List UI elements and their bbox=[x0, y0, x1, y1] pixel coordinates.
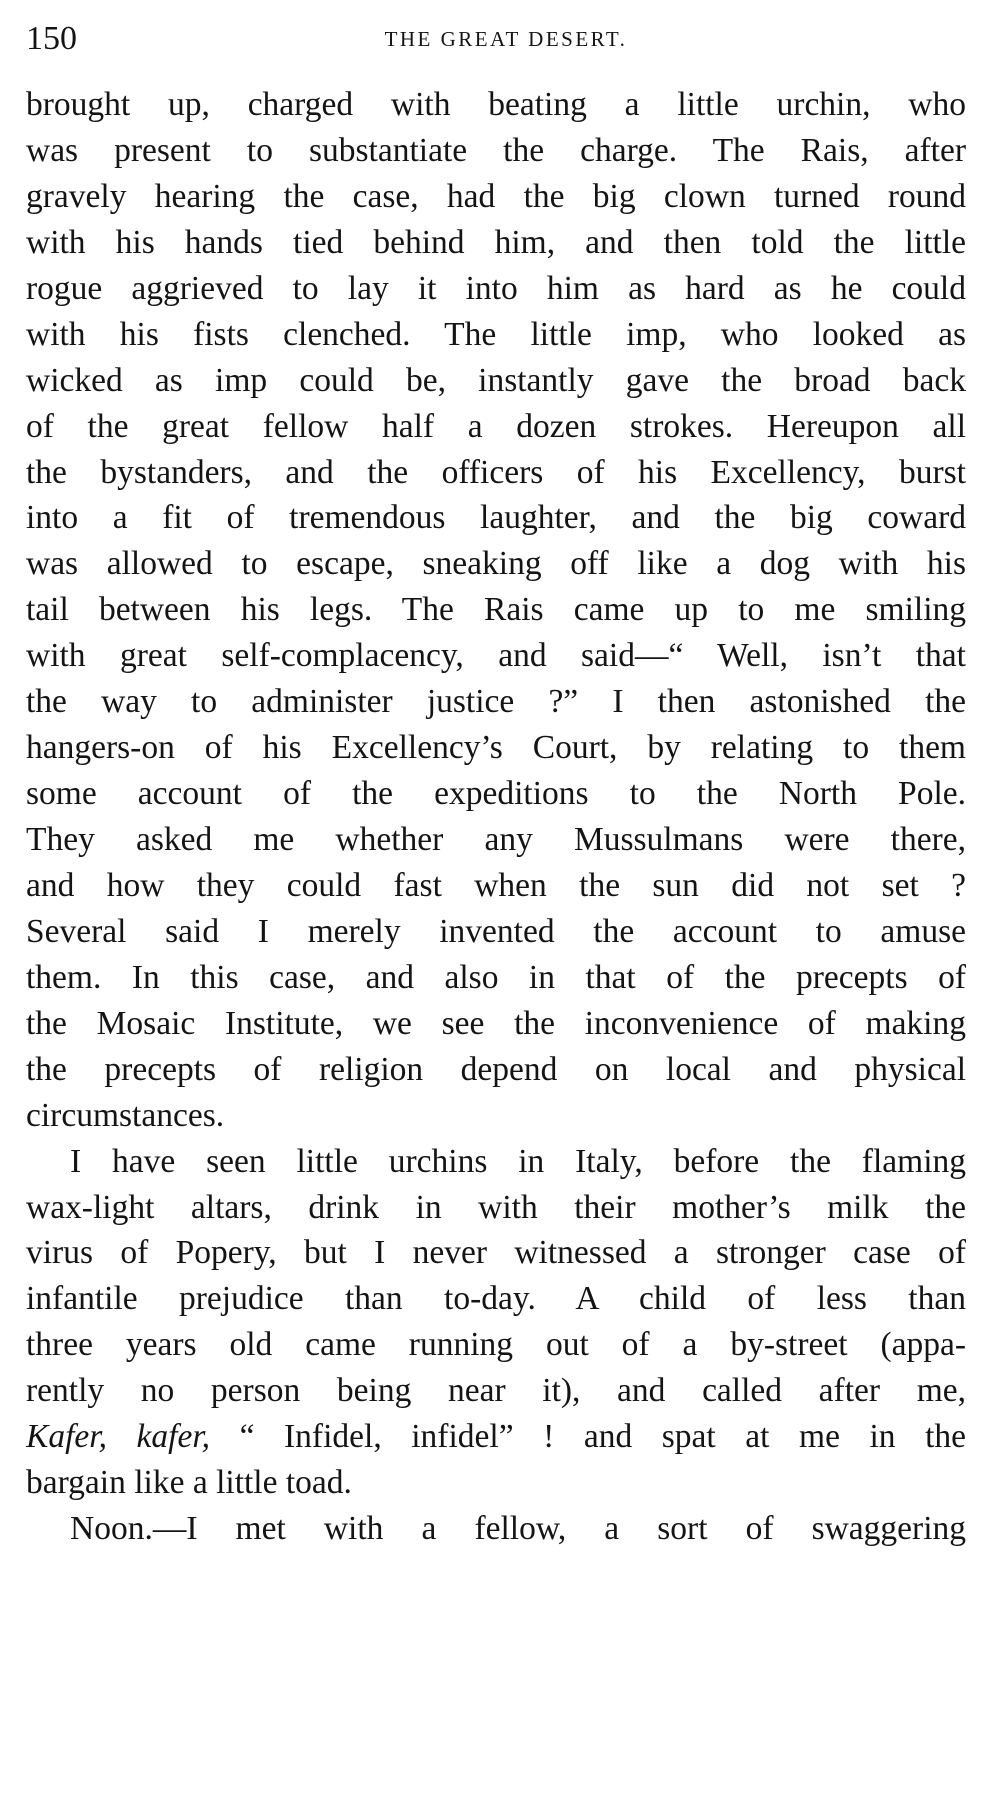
text-line: with his hands tied behind him, and then told the little bbox=[26, 223, 966, 261]
text-line: virus of Popery, but I never witnessed a stronger case of bbox=[26, 1234, 966, 1272]
running-head: THE GREAT DESERT. bbox=[384, 27, 628, 51]
paragraph-start-line: Noon.—I met with a fellow, a sort of swaggering bbox=[70, 1510, 966, 1548]
text-line: They asked me whether any Mussulmans were there, bbox=[26, 821, 966, 858]
text-line: and how they could fast when the sun did not set ? bbox=[26, 866, 966, 904]
text-line: wicked as imp could be, instantly gave the broad back bbox=[26, 361, 966, 399]
text-line: them. In this case, and also in that of the precepts of bbox=[26, 958, 966, 996]
body-text bbox=[26, 82, 966, 1552]
text-line: rently no person being near it), and called after me, bbox=[26, 1372, 966, 1410]
page-number: 150 bbox=[26, 20, 77, 57]
text-line: the way to administer justice ?” I then astonished the bbox=[26, 683, 966, 721]
text-line: into a fit of tremendous laughter, and the big coward bbox=[26, 499, 966, 537]
text-line: was allowed to escape, sneaking off like a dog with his bbox=[26, 545, 966, 583]
text-line-mixed bbox=[26, 1414, 966, 1460]
text-line: with his fists clenched. The little imp, who looked as bbox=[26, 315, 966, 353]
text-line: infantile prejudice than to-day. A child of less than bbox=[26, 1280, 966, 1318]
text-line: three years old came running out of a by-street (appa- bbox=[26, 1326, 966, 1364]
text-line: hangers-on of his Excellency’s Court, by relating to them bbox=[26, 729, 966, 767]
italic-word: Kafer, bbox=[26, 1418, 107, 1456]
quoted-text: “ Infidel, infidel” ! bbox=[239, 1418, 555, 1456]
text-line: wax-light altars, drink in with their mother’s milk the bbox=[26, 1188, 966, 1226]
text-line: gravely hearing the case, had the big clown turned round bbox=[26, 177, 966, 215]
text-line: the Mosaic Institute, we see the inconvenience of making bbox=[26, 1004, 966, 1042]
text-line: with great self-complacency, and said—“ Well, isn’t that bbox=[26, 637, 966, 675]
paragraph-end-line: circumstances. bbox=[26, 1096, 225, 1134]
italic-word: kafer, bbox=[136, 1418, 211, 1456]
page-header bbox=[26, 14, 966, 64]
text-line: brought up, charged with beating a little urchin, who bbox=[26, 86, 966, 123]
text-run: and spat at me in the bbox=[583, 1418, 966, 1456]
text-line: Several said I merely invented the account to amuse bbox=[26, 912, 966, 950]
text-line: the bystanders, and the officers of his Excellency, burst bbox=[26, 453, 966, 491]
text-line: some account of the expeditions to the North Pole. bbox=[26, 775, 966, 813]
text-line: tail between his legs. The Rais came up to me smiling bbox=[26, 591, 966, 629]
text-line: of the great fellow half a dozen strokes. Hereupon all bbox=[26, 407, 966, 445]
text-line: rogue aggrieved to lay it into him as hard as he could bbox=[26, 269, 966, 307]
text-line: was present to substantiate the charge. The Rais, after bbox=[26, 131, 966, 169]
text-line: the precepts of religion depend on local and physical bbox=[26, 1050, 966, 1088]
paragraph-end-line: bargain like a little toad. bbox=[26, 1464, 352, 1502]
paragraph-start-line: I have seen little urchins in Italy, before the flaming bbox=[70, 1142, 966, 1180]
